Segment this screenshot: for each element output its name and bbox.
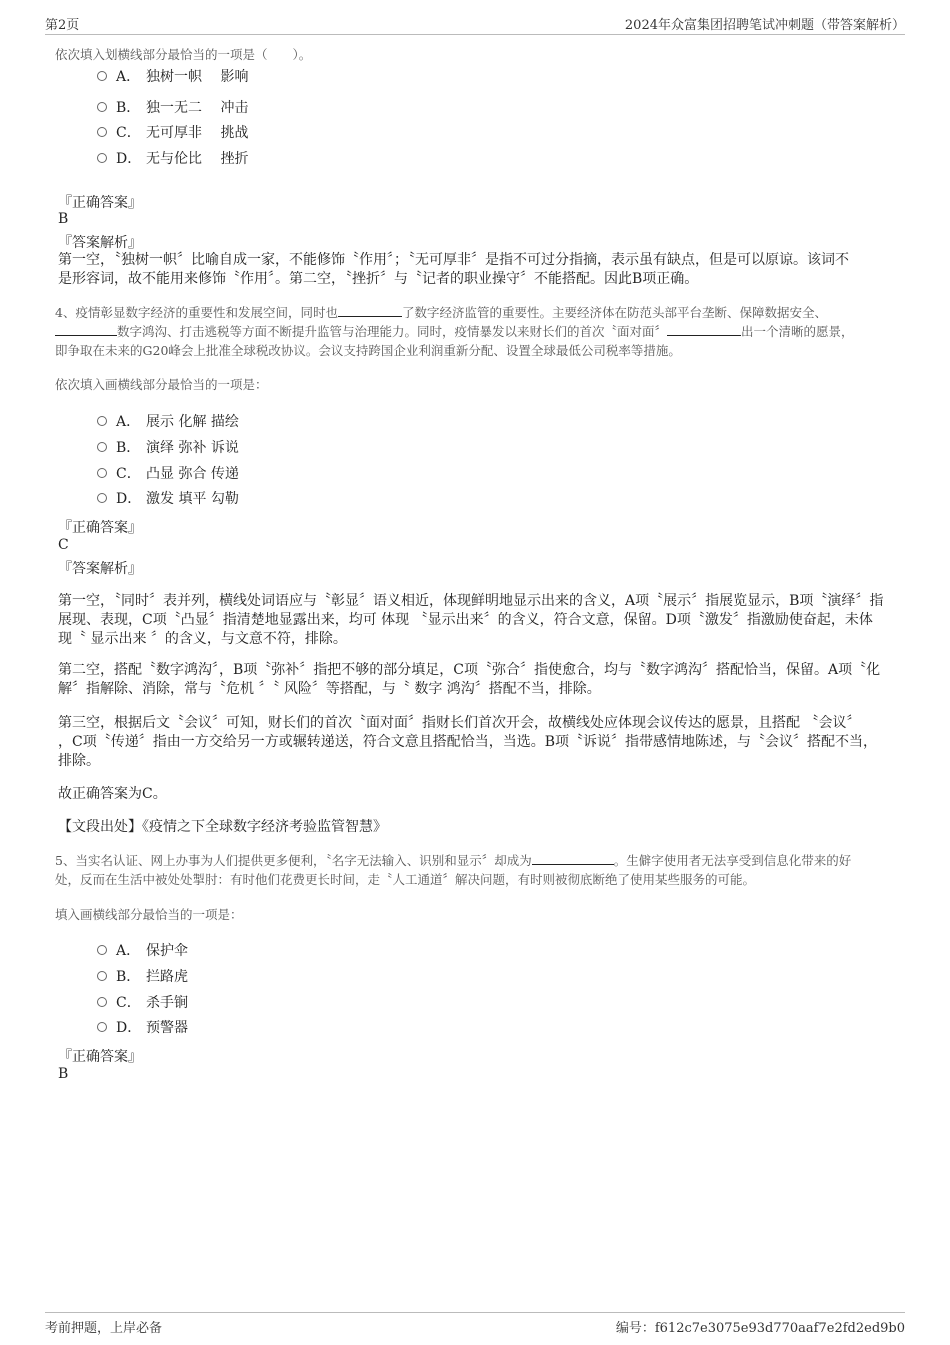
q4-option-b[interactable]: B． 演绎 弥补 诉说 [97, 438, 239, 458]
document-id: 编号：f612c7e3075e93d770aaf7e2fd2ed9b0 [615, 1321, 905, 1336]
q4-answer-label: 『正确答案』 [58, 520, 142, 536]
document-title: 2024年众富集团招聘笔试冲刺题（带答案解析） [624, 18, 905, 33]
q3-option-d[interactable]: D． 无与伦比 挫折 [97, 149, 248, 169]
radio-icon[interactable] [97, 416, 107, 426]
q4-option-c[interactable]: C． 凸显 弥合 传递 [97, 464, 239, 484]
radio-icon[interactable] [97, 102, 107, 112]
q4-answer: C [58, 537, 69, 553]
q4-analysis-para-1: 第一空，〝同时〞表并列，横线处词语应与〝彰显〞语义相近，体现鲜明地显示出来的含义，A项〝展示〞指展览显示，B项〝演绎〞指 展现、表现，C项〝凸显〞指清楚地显露出来，均可 体现 〝显示出来〞的含义，符合文意，保留。D项〝激发〞指激励使奋起，未体 现〝 显示出来 〞的含义，与文意不符，排除。 [58, 593, 884, 647]
q4-option-a[interactable]: A． 展示 化解 描绘 [97, 412, 239, 432]
q5-answer: B [58, 1066, 69, 1082]
q5-prompt: 填入画横线部分最恰当的一项是： [55, 907, 243, 922]
q5-option-b[interactable]: B． 拦路虎 [97, 967, 188, 987]
radio-icon[interactable] [97, 442, 107, 452]
page-header [45, 12, 905, 35]
radio-icon[interactable] [97, 127, 107, 137]
q4-conclusion: 故正确答案为C。 [58, 786, 167, 802]
radio-icon[interactable] [97, 493, 107, 503]
q3-analysis-label: 『答案解析』 [58, 235, 142, 251]
q3-option-b[interactable]: B． 独一无二 冲击 [97, 98, 248, 118]
radio-icon[interactable] [97, 945, 107, 955]
answer-blank [532, 851, 614, 865]
footer-slogan: 考前押题，上岸必备 [45, 1321, 163, 1336]
q4-prompt: 依次填入画横线部分最恰当的一项是： [55, 377, 268, 392]
q5-stem: 5、当实名认证、网上办事为人们提供更多便利，〝名字无法输入、识别和显示〞却成为 。生僻字使用者无法享受到信息化带来的好 处，反而在生活中被处处掣肘：有时他们花费更长时间，走〝人工通道〞解决问题，有时则被彻底断绝了使用某些服务的可能。 [55, 853, 852, 887]
radio-icon[interactable] [97, 71, 107, 81]
q3-analysis: 第一空，〝独树一帜〞比喻自成一家，不能修饰〝作用〞；〝无可厚非〞是指不可过分指摘，表示虽有缺点，但是可以原谅。该词不 是形容词，故不能用来修饰〝作用〞。第二空，〝挫折〞与〝记者的职业操守〞不能搭配。因此B项正确。 [58, 252, 849, 287]
q4-analysis-label: 『答案解析』 [58, 561, 142, 577]
q3-option-c[interactable]: C． 无可厚非 挑战 [97, 123, 248, 143]
q3-answer-label: 『正确答案』 [58, 195, 142, 211]
q3-prompt: 依次填入划横线部分最恰当的一项是（ ）。 [55, 47, 312, 62]
page-number: 第2页 [45, 18, 80, 33]
q4-option-d[interactable]: D． 激发 填平 勾勒 [97, 489, 239, 509]
q5-option-a[interactable]: A． 保护伞 [97, 941, 188, 961]
q4-analysis-para-3: 第三空，根据后文〝会议〞可知，财长们的首次〝面对面〞指财长们首次开会，故横线处应体现会议传达的愿景，且搭配 〝会议〞 ，C项〝传递〞指由一方交给另一方或辗转递送，符合文意且搭配恰当，当选。B项〝诉说〞指带感情地陈述，与〝会议〞搭配不当， 排除。 [58, 715, 877, 769]
q4-stem: 4、疫情彰显数字经济的重要性和发展空间，同时也 了数字经济监管的重要性。主要经济体在防范头部平台垄断、保障数据安全、 数字鸿沟、打击逃税等方面不断提升监管与治理能力。同时，疫情暴发以来财长们的首次〝面对面〞 出一个清晰的愿景， 即争取在未来的G20峰会上批准全球税改协议。会议支持跨国企业利润重新分配、设置全球最低公司税率等措施。 [55, 305, 854, 358]
answer-blank [667, 322, 741, 336]
radio-icon[interactable] [97, 468, 107, 478]
radio-icon[interactable] [97, 1022, 107, 1032]
page-footer [45, 1312, 905, 1337]
q4-source: 【文段出处】《疫情之下全球数字经济考验监管智慧》 [58, 819, 387, 835]
q3-option-a[interactable]: A． 独树一帜 影响 [97, 67, 248, 87]
q3-answer: B [58, 211, 69, 227]
q5-answer-label: 『正确答案』 [58, 1049, 142, 1065]
q4-analysis-para-2: 第二空，搭配〝数字鸿沟〞，B项〝弥补〞指把不够的部分填足，C项〝弥合〞指使愈合，均与〝数字鸿沟〞搭配恰当，保留。A项〝化 解〞指解除、消除，常与〝危机 〞〝 风险〞等搭配，与〝 数字 鸿沟〞搭配不当，排除。 [58, 662, 881, 697]
radio-icon[interactable] [97, 997, 107, 1007]
answer-blank [55, 322, 117, 336]
radio-icon[interactable] [97, 153, 107, 163]
radio-icon[interactable] [97, 971, 107, 981]
q5-option-c[interactable]: C． 杀手锏 [97, 993, 188, 1013]
q5-option-d[interactable]: D． 预警器 [97, 1018, 188, 1038]
answer-blank [338, 303, 402, 317]
